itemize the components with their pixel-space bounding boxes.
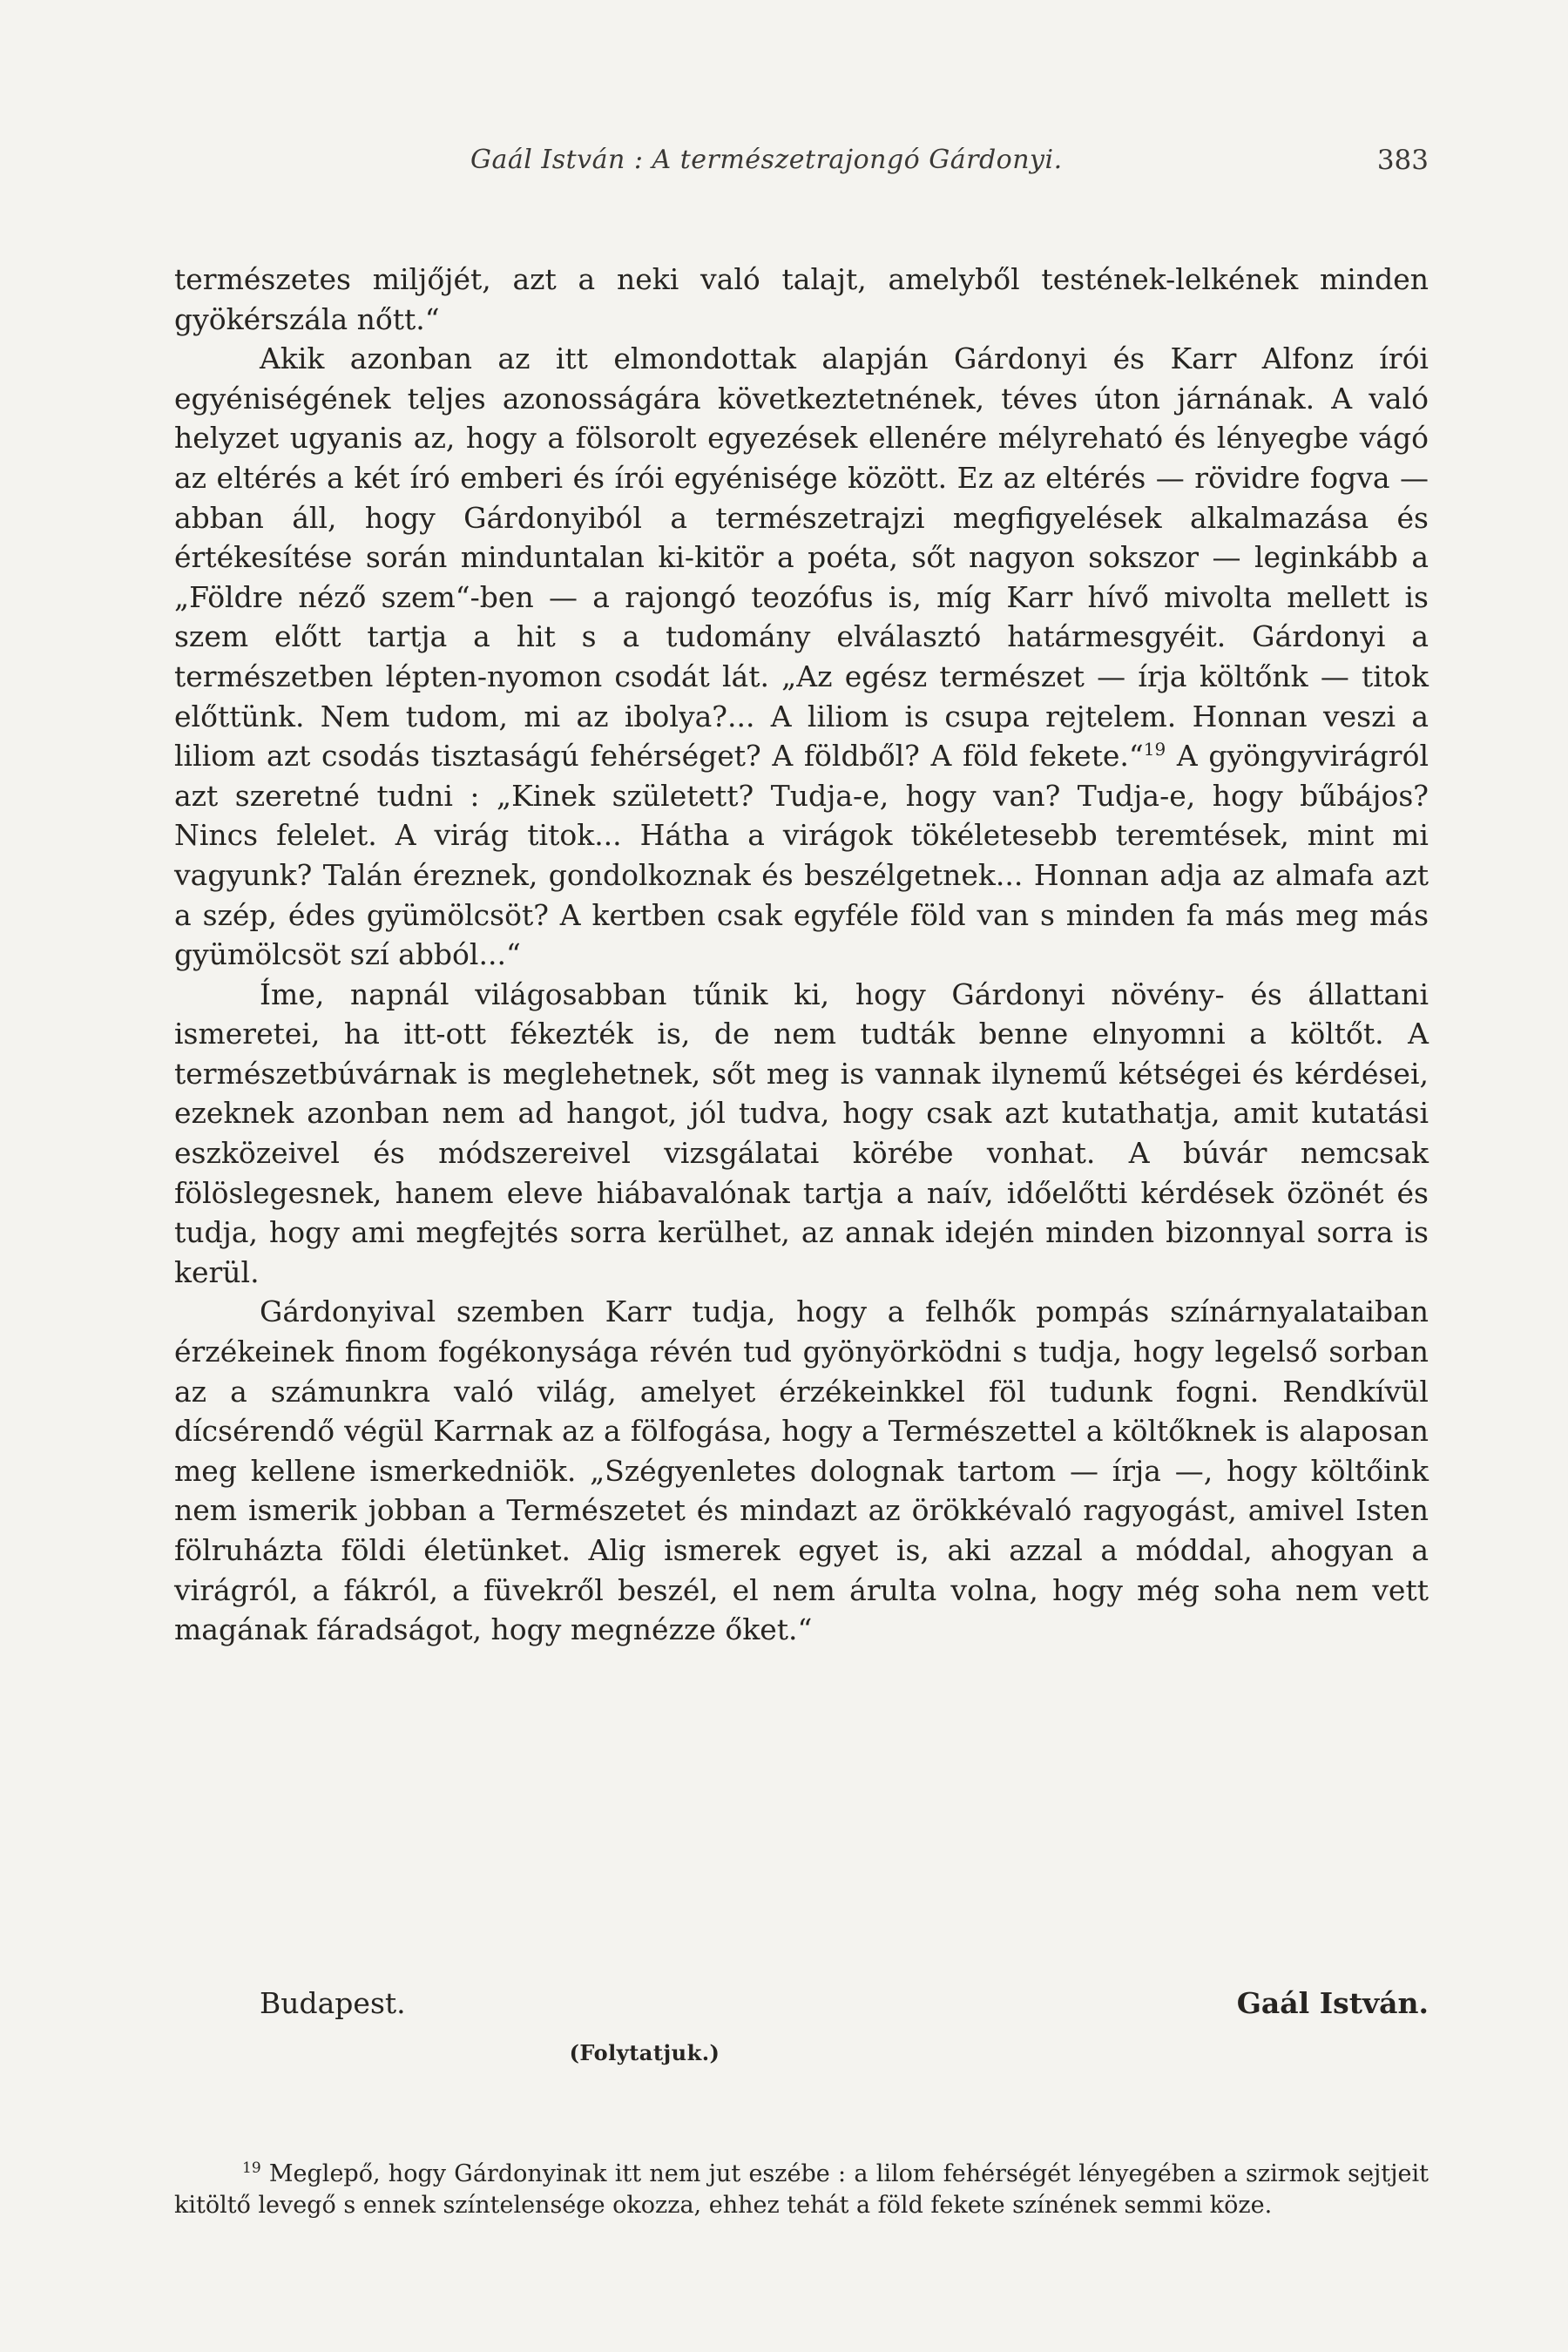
to-be-continued-note: (Folytatjuk.) [569, 2040, 720, 2065]
signature-line [174, 1986, 1429, 2030]
page-number: 383 [1376, 145, 1429, 176]
book-page [174, 131, 1429, 2308]
running-head-title: Gaál István : A természetrajongó Gárdonyi. [470, 145, 1063, 175]
paragraph-1: természetes miljőjét, azt a neki való talajt, amelyből testének-lelkének minden gyökérszála nőtt.“ [174, 262, 1429, 336]
paragraph-3: Íme, napnál világosabban tűnik ki, hogy Gárdonyi növény- és állattani ismeretei, ha itt-ott fékezték is, de nem tudták benne elnyomni a költőt. A természetbúvárnak is meglehetnek, sőt meg is vannak ilynemű kétségei és kérdései, ezeknek azonban nem ad hangot, jól tudva, hogy csak azt kutathatja, amit kutatási eszközeivel és módszereivel vizsgálatai körébe vonhat. A búvár nemcsak fölöslegesnek, hanem eleve hiábavalónak tartja a naív, időelőtti kérdések özönét és tudja, hogy ami megfejtés sorra kerülhet, az annak idején minden bizonnyal sorra is kerül. [174, 977, 1429, 1289]
paragraph-2-text: Akik azonban az itt elmondottak alapján Gárdonyi és Karr Alfonz írói egyéniségének teljes azonosságára következtetnének, téves úton járnának. A való helyzet ugyanis az, hogy a fölsorolt egyezések ellenére mélyreható és lényegbe vágó az eltérés a két író emberi és írói egyénisége között. Ez az eltérés — rövidre fogva — abban áll, hogy Gárdonyiból a természetrajzi megfigyelések alkalmazása és értékesítése során minduntalan ki-kitör a poéta, sőt nagyon sokszor — leginkább a „Földre néző szem“-ben — a rajongó teozófus is, míg Karr hívő mivolta mellett is szem előtt tartja a hit s a tudomány elválasztó határmesgyéit. Gárdonyi a természetben lépten-nyomon csodát lát. „Az egész természet — írja költőnk — titok előttünk. Nem tudom, mi az ibolya?... A liliom is csupa rejtelem. Honnan veszi a liliom azt csodás tisztaságú fehérséget? A földből? A föld fekete.“ [174, 341, 1429, 774]
signature-place: Budapest. [260, 1986, 406, 2020]
footnote-reference-19: 19 [1143, 739, 1166, 760]
article-body [174, 260, 1429, 1650]
paragraph-2-continued: A gyöngyvirágról azt szeretné tudni : „Kinek született? Tudja-e, hogy van? Tudja-e, hogy bűbájos? Nincs felelet. A virág titok... Hátha a virágok tökéletesebb teremtések, mint mi vagyunk? Talán éreznek, gondolkoznak és beszélgetnek... Honnan adja az almafa azt a szép, édes gyümölcsöt? A kertben csak egyféle föld van s minden fa más meg más gyümölcsöt szí abból...“ [174, 739, 1429, 972]
paragraph-4: Gárdonyival szemben Karr tudja, hogy a felhők pompás színárnyalataiban érzékeinek finom fogékonysága révén tud gyönyörködni s tudja, hogy legelső sorban az a számunkra való világ, amelyet érzékeinkkel föl tudunk fogni. Rendkívül dícsérendő végül Karrnak az a fölfogása, hogy a Természettel a költőknek is alaposan meg kellene ismerkedniök. „Szégyenletes dolognak tartom — írja —, hogy költőink nem ismerik jobban a Természetet és mindazt az örökkévaló ragyogást, amivel Isten fölruházta földi életünket. Alig ismerek egyet is, aki azzal a móddal, ahogyan a virágról, a fákról, a füvekről beszél, el nem árulta volna, hogy még soha nem vett magának fáradságot, hogy megnézze őket.“ [174, 1294, 1429, 1647]
footnote-mark: 19 [242, 2159, 261, 2177]
running-head [174, 145, 1429, 188]
signature-author: Gaál István. [1236, 1986, 1429, 2020]
paragraph-2 [174, 339, 1429, 975]
footnote-19 [174, 2159, 1429, 2221]
footnote-text: Meglepő, hogy Gárdonyinak itt nem jut eszébe : a lilom fehérségét lényegében a szirmok sejtjeit kitöltő levegő s ennek színtelensége okozza, ehhez tehát a föld fekete színének semmi köze. [174, 2160, 1429, 2219]
